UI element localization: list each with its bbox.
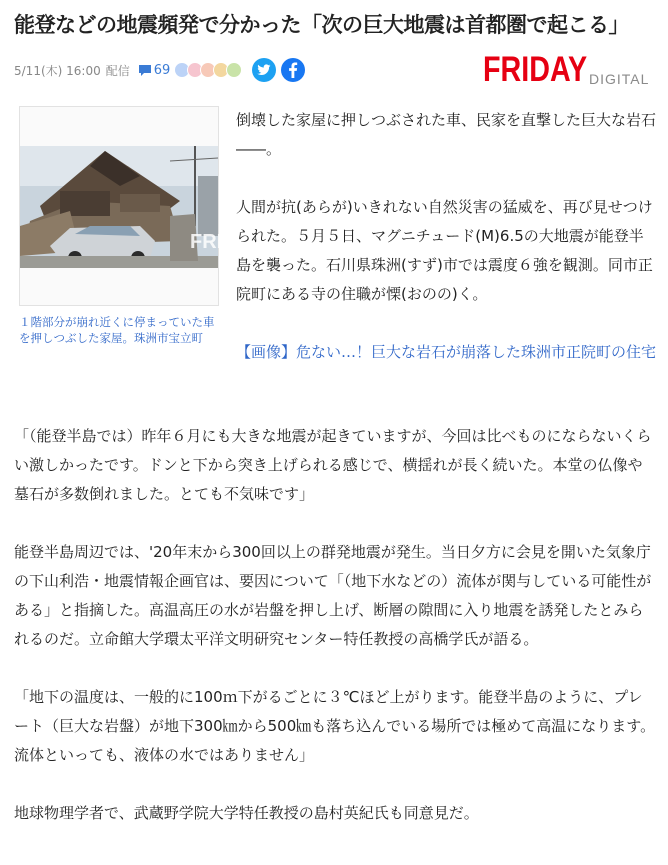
body-paragraph-2: 能登半島周辺では、'20年末から300回以上の群発地震が発生。当日夕方に会見を開いた気象庁の下山利浩・地震情報企画官は、要因について「（地下水などの）流体が関与している可能性がある」と指摘した。高温高圧の水が岩盤を押し上げ、断層の隙間に入り地震を誘発したとみられるのだ。立命館大学環太平洋文明研究センター特任教授の高橋学氏が語る。	[14, 543, 652, 648]
reaction-icons[interactable]	[174, 62, 239, 78]
logo-main-text: FRIDAY	[483, 50, 588, 89]
photo-watermark: FRI	[190, 231, 223, 253]
comment-count: 69	[153, 62, 171, 78]
facebook-share-button[interactable]	[281, 58, 305, 82]
comment-link[interactable]	[138, 63, 171, 78]
twitter-icon	[257, 64, 271, 76]
article-figure[interactable]	[19, 106, 223, 306]
comment-icon	[138, 64, 152, 77]
figure-caption[interactable]: １階部分が崩れ近くに停まっていた車を押しつぶした家屋。珠洲市宝立町	[19, 315, 215, 345]
article-meta	[14, 58, 305, 82]
collapsed-house-photo[interactable]	[20, 146, 223, 268]
image-link[interactable]: 【画像】危ない…！巨大な岩石が崩落した珠洲市正院町の住宅	[236, 343, 657, 361]
body-paragraph-1: 「（能登半島では）昨年６月にも大きな地震が起きていますが、今回は比べものにならないくらい激しかったです。ドンと下から突き上げられる感じで、横揺れが長く続いた。本堂の仏像や墓石が多数倒れました。とても不気味です」	[14, 427, 652, 503]
body-paragraph-4: 地球物理学者で、武蔵野学院大学特任教授の島村英紀氏も同意見だ。	[14, 804, 479, 822]
friday-digital-logo[interactable]	[483, 52, 655, 88]
article-lead	[236, 106, 656, 396]
twitter-share-button[interactable]	[252, 58, 276, 82]
distribution-label: 配信	[105, 63, 130, 78]
article-body	[14, 422, 656, 857]
facebook-icon	[288, 62, 298, 78]
lead-paragraph-1: 倒壊した家屋に押しつぶされた車、民家を直撃した巨大な岩石――。	[236, 111, 657, 158]
publish-date: 5/11(木) 16:00	[14, 63, 101, 78]
article-title: 能登などの地震頻発で分かった「次の巨大地震は首都圏で起こる」	[14, 13, 629, 37]
body-paragraph-3: 「地下の温度は、一般的に100ｍ下がるごとに３℃ほど上がります。能登半島のように、プレート（巨大な岩盤）が地下300㎞から500㎞も落ち込んでいる場所では極めて高温になります。流体といっても、液体の水ではありません」	[14, 688, 656, 764]
logo-sub-text: DIGITAL	[589, 71, 650, 87]
lead-paragraph-2: 人間が抗(あらが)いきれない自然災害の猛威を、再び見せつけられた。５月５日、マグニチュード(M)6.5の大地震が能登半島を襲った。石川県珠洲(すず)市では震度６強を観測。同市正院町にある寺の住職が慄(おのの)く。	[236, 198, 653, 303]
